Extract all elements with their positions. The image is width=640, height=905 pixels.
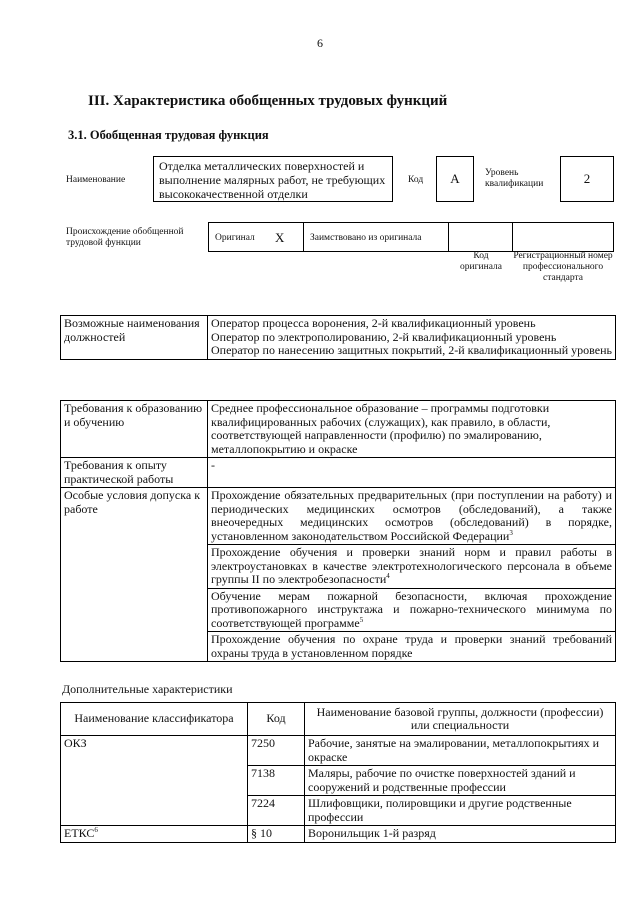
function-name-value: Отделка металлических поверхностей и выполнение малярных работ, не требующих высококачественной отделки — [159, 159, 386, 201]
function-code-box — [436, 156, 474, 202]
origin-reg-cell — [512, 222, 614, 252]
positions-table — [60, 315, 616, 360]
etks-label: ЕТКС$^6$ — [61, 826, 248, 843]
position-line: Оператор по нанесению защитных покрытий, 2-й квалификационный уровень — [211, 343, 612, 357]
reg-caption: Регистрационный номер профессионального стандарта — [513, 251, 613, 283]
classifier-table — [60, 702, 616, 843]
level-value: 2 — [583, 171, 591, 186]
level-label: Уровень квалификации — [485, 168, 544, 189]
etks-name: Воронильщик 1-й разряд — [305, 826, 616, 843]
etks-code: § 10 — [248, 826, 305, 843]
code-label: Код — [408, 175, 424, 185]
education-label: Требования к образованию и обучению — [61, 401, 208, 458]
name-label: Наименование — [66, 175, 126, 185]
positions-label: Возможные наименования должностей — [61, 316, 208, 360]
function-name-box — [153, 156, 393, 202]
special-item: Прохождение обучения и проверки знаний норм и правил работы в электроустановках в качестве электротехнологического персонала в объеме группы II по электробезопасности$^4$ — [208, 545, 616, 589]
okz-code: 7224 — [248, 796, 305, 826]
origin-label: Происхождение обобщенной трудовой функции — [66, 227, 184, 248]
header-code: Код — [248, 703, 305, 736]
special-label: Особые условия допуска к работе — [61, 488, 208, 662]
subsection-title: 3.1. Обобщенная трудовая функция — [68, 128, 269, 142]
section-title: III. Характеристика обобщенных трудовых функций — [88, 93, 448, 109]
okz-name: Маляры, рабочие по очистке поверхностей зданий и сооружений и родственные профессии — [305, 766, 616, 796]
okz-label: ОКЗ — [61, 736, 248, 826]
level-box — [560, 156, 614, 202]
requirements-table — [60, 400, 616, 662]
okz-name: Шлифовщики, полировщики и другие родственные профессии — [305, 796, 616, 826]
header-group-name: Наименование базовой группы, должности (профессии) или специальности — [305, 703, 616, 736]
original-mark: X — [275, 230, 285, 245]
origin-code-cell — [448, 222, 513, 252]
okz-code: 7250 — [248, 736, 305, 766]
position-line: Оператор процесса воронения, 2-й квалификационный уровень — [211, 316, 536, 330]
origin-borrowed-cell — [303, 222, 449, 252]
page-number: 6 — [317, 36, 323, 50]
okz-code: 7138 — [248, 766, 305, 796]
experience-value: - — [208, 458, 616, 488]
code-caption: Код оригинала — [460, 251, 502, 272]
position-line: Оператор по электрополированию, 2-й квалификационный уровень — [211, 329, 557, 344]
special-item: Прохождение обучения по охране труда и проверки знаний требований охраны труда в установленном порядке — [208, 632, 616, 662]
education-value: Среднее профессиональное образование – программы подготовки квалифицированных рабочих (служащих), как правило, в области, соответствующей направленности (профилю) по эмалированию, металлопокрытию и окраске — [208, 401, 616, 458]
borrowed-label: Заимствовано из оригинала — [310, 233, 422, 243]
function-code-value: A — [450, 171, 460, 186]
special-item: Обучение мерам пожарной безопасности, включая прохождение противопожарного инструктажа и пожарно-технического минимума по соответствующей программе$^5$ — [208, 588, 616, 632]
special-item: Прохождение обязательных предварительных (при поступлении на работу) и периодических медицинских осмотров (обследований), а также внеочередных медицинских осмотров (обследований) в порядке, установленном законодательством Российской Федерации$^3$ — [208, 488, 616, 545]
header-classifier: Наименование классификатора — [61, 703, 248, 736]
additional-title: Дополнительные характеристики — [62, 682, 233, 696]
origin-original-cell — [208, 222, 304, 252]
original-label: Оригинал — [215, 233, 255, 243]
experience-label: Требования к опыту практической работы — [61, 458, 208, 488]
okz-name: Рабочие, занятые на эмалировании, металлопокрытиях и окраске — [305, 736, 616, 766]
